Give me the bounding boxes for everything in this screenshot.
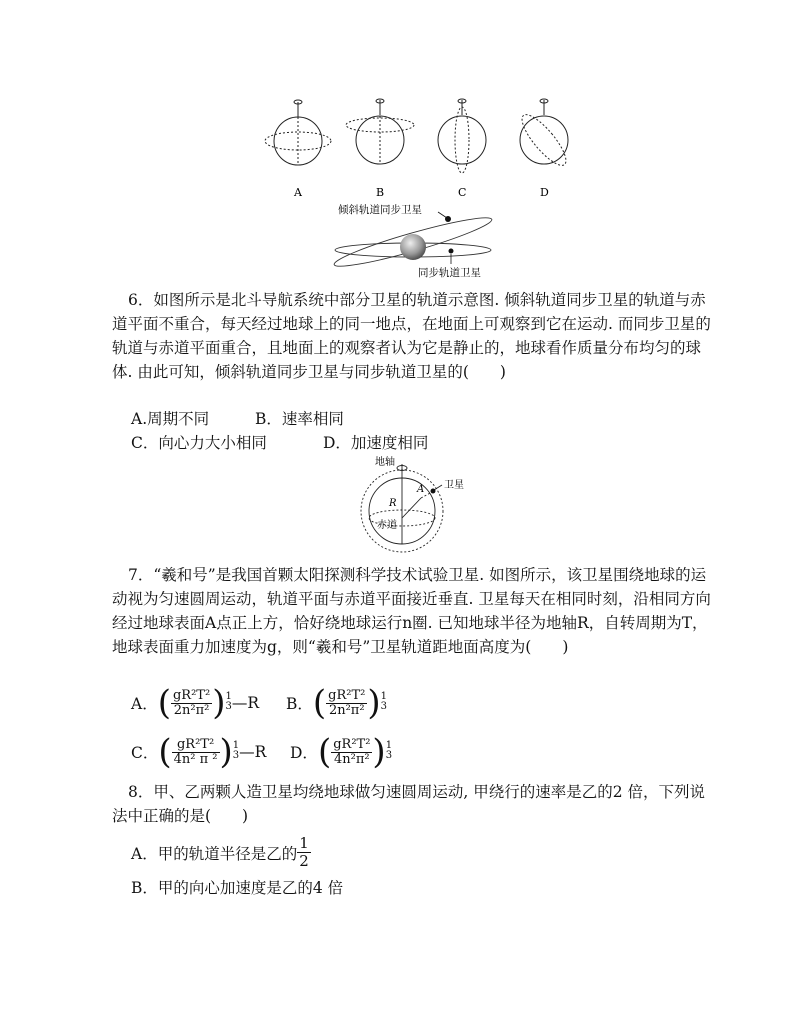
q6-option-d: D．加速度相同: [323, 434, 429, 452]
diagram-label-a: A: [294, 186, 302, 199]
diagram-label-b: B: [376, 186, 385, 199]
radius-label: R: [389, 498, 397, 509]
question-7-text: 7．“羲和号”是我国首颗太阳探测科学技术试验卫星. 如图所示，该卫星围绕地球的运动视为匀速圆周运动，轨道平面与赤道平面接近垂直. 卫星每天在相同时刻，沿相同方向经过地球表面A点正上方，恰好绕地球运行n圈. 已知地球半径为地轴R，自转周期为T，地球表面重力加速度为g，则“羲和号”卫星轨道距地面高度为( ): [112, 566, 711, 656]
q7-option-a: A． ( $\frac{\text{gR²T²}}{\text{2n²π²}}$ ) 1 3 —R: [131, 683, 259, 723]
sync-satellite-dot: [449, 249, 454, 254]
xihe-orbit-figure: [355, 456, 475, 556]
question-6-text: 6．如图所示是北斗导航系统中部分卫星的轨道示意图. 倾斜轨道同步卫星的轨道与赤道平面不重合，每天经过地球上的同一地点，在地面上可观察到它在运动. 而同步卫星的轨道与赤道平面重合，且地面上的观察者认为它是静止的，地球看作质量分布均匀的球体. 由此可知，倾斜轨道同步卫星与同步轨道卫星的( ): [112, 291, 711, 381]
satellite-label: 卫星: [444, 480, 464, 491]
q6-option-b: B．速率相同: [255, 410, 344, 428]
orbit-diagrams-figure: [255, 95, 585, 200]
orbit-diagram-d: [516, 99, 572, 171]
diagram-label-d: D: [540, 186, 549, 199]
equator-label: 赤道: [377, 520, 397, 531]
q7-option-d: D． ( $\frac{\text{gR²T²}}{\text{4n²π²}}$ ) 1 3: [290, 732, 393, 772]
orbit-diagram-b: [346, 99, 414, 164]
q8-option-a: A．甲的轨道半径是乙的 $\frac{1}{2}$: [131, 834, 309, 870]
earth-icon: [400, 234, 426, 260]
q7-option-b: B． ( $\frac{\text{gR²T²}}{\text{2n²π²}}$ ) 1 3: [286, 683, 388, 723]
orbit-diagram-c: [438, 99, 486, 173]
xihe-satellite-dot: [431, 489, 436, 494]
sync-orbit-label: 同步轨道卫星: [418, 267, 481, 279]
inclined-orbit-label: 倾斜轨道同步卫星: [338, 204, 422, 216]
diagram-label-c: C: [458, 186, 467, 199]
q6-option-c: C．向心力大小相同: [131, 434, 267, 452]
point-a-label: A: [417, 484, 425, 495]
q8-option-b: B．甲的向心加速度是乙的4 倍: [131, 879, 344, 897]
satellite-orbit-figure: [330, 198, 500, 283]
question-8-text: 8．甲、乙两颗人造卫星均绕地球做匀速圆周运动, 甲绕行的速率是乙的2 倍，下列说法中正确的是( ): [112, 783, 706, 825]
q7-option-c: C． ( $\frac{\text{gR²T²}}{\text{4n² π ²}}$ ) 1 3 —R: [131, 732, 267, 772]
earth-axis-label: 地轴: [375, 457, 395, 468]
q6-option-a: A.周期不同: [131, 410, 210, 428]
orbit-diagram-a: [265, 100, 331, 165]
